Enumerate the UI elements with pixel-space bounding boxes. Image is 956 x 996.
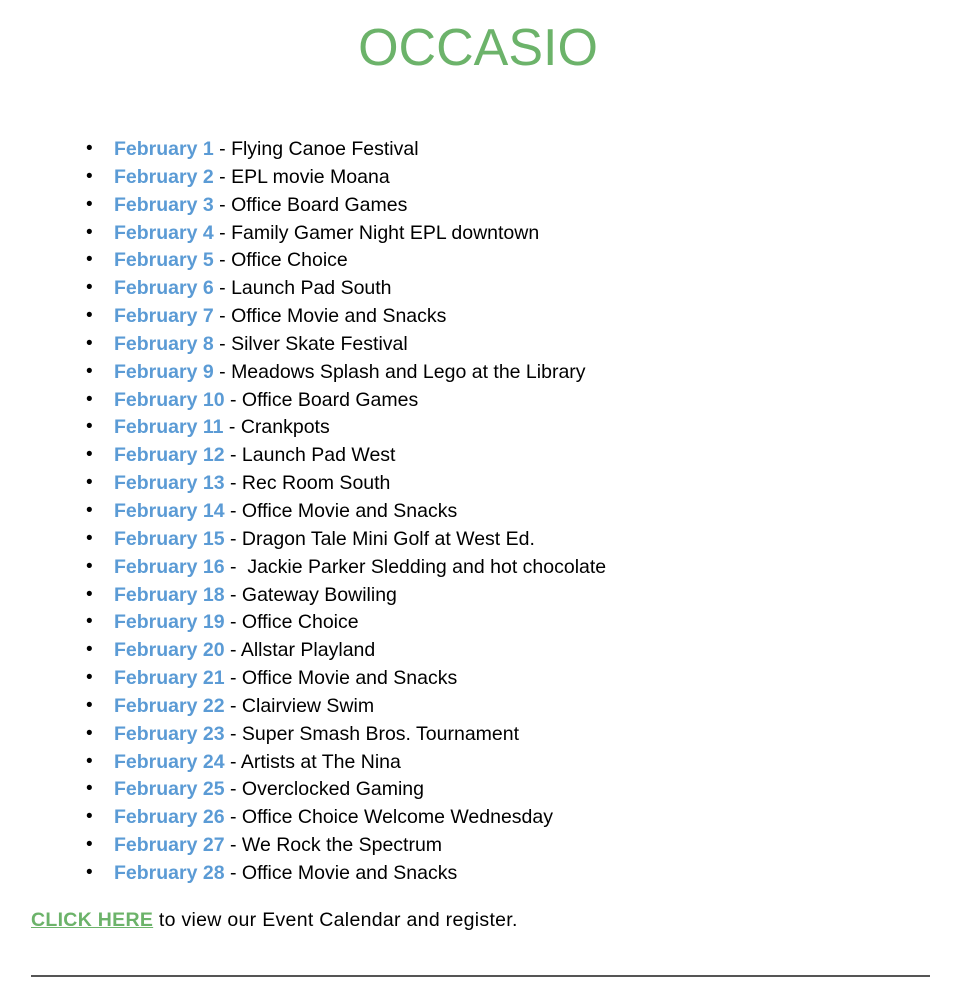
event-date: February 18 — [114, 583, 225, 606]
event-separator: - — [213, 138, 232, 160]
bullet: • — [86, 277, 93, 299]
event-separator: - — [213, 221, 232, 244]
event-title: Jackie Parker Sledding and hot chocolate — [241, 555, 607, 578]
bullet: • — [86, 305, 93, 327]
event-separator: - — [224, 806, 242, 829]
event-separator: - — [224, 472, 242, 495]
event-title: Office Choice Welcome Wednesday — [241, 806, 553, 829]
event-date: February 22 — [114, 694, 225, 717]
bullet: • — [86, 416, 93, 438]
bullet: • — [86, 750, 93, 772]
click-here-link[interactable]: CLICK HERE — [31, 909, 154, 931]
event-separator: - — [224, 499, 242, 522]
list-item — [0, 191, 606, 219]
list-item — [0, 302, 606, 330]
list-item — [0, 497, 606, 525]
event-title: Overclocked Gaming — [241, 778, 424, 801]
event-separator: - — [224, 611, 242, 634]
event-separator: - — [224, 639, 241, 662]
list-item — [0, 358, 606, 386]
event-title: Launch Pad West — [241, 444, 396, 467]
list-item — [0, 469, 606, 497]
event-date: February 4 — [114, 221, 214, 244]
event-separator: - — [224, 750, 241, 773]
event-date: February 24 — [114, 750, 225, 773]
bullet: • — [86, 611, 93, 633]
bullet: • — [86, 527, 93, 549]
bullet: • — [86, 667, 93, 689]
event-separator: - — [213, 193, 232, 216]
event-date: February 8 — [114, 332, 214, 355]
bullet: • — [86, 360, 93, 382]
event-separator: - — [224, 722, 242, 745]
event-date: February 21 — [114, 667, 225, 690]
event-title: EPL movie Moana — [231, 165, 390, 188]
event-title: We Rock the Spectrum — [241, 834, 443, 857]
divider — [31, 975, 930, 977]
event-separator: - — [224, 861, 242, 884]
event-title: Office Board Games — [231, 193, 408, 216]
event-separator: - — [224, 555, 242, 578]
list-item — [0, 608, 606, 636]
bullet: • — [86, 778, 93, 800]
event-date: February 28 — [114, 861, 225, 884]
event-separator: - — [224, 694, 242, 717]
page-title: OCCASIO — [358, 19, 598, 77]
bullet: • — [86, 806, 93, 828]
event-separator: - — [213, 277, 232, 300]
event-separator: - — [224, 834, 242, 857]
event-date: February 1 — [114, 138, 214, 160]
event-date: February 13 — [114, 472, 225, 495]
event-separator: - — [213, 305, 232, 328]
list-item — [0, 720, 606, 748]
list-item — [0, 831, 606, 859]
event-date: February 23 — [114, 722, 225, 745]
bullet: • — [86, 694, 93, 716]
event-date: February 27 — [114, 834, 225, 857]
list-item — [0, 803, 606, 831]
event-title: Office Movie and Snacks — [241, 667, 458, 690]
list-item — [0, 636, 606, 664]
list-item — [0, 163, 606, 191]
list-item — [0, 246, 606, 274]
list-item — [0, 859, 606, 887]
event-separator: - — [213, 360, 232, 383]
list-item — [0, 553, 606, 581]
event-title: Silver Skate Festival — [231, 332, 408, 355]
event-separator: - — [224, 388, 242, 411]
event-separator: - — [224, 444, 242, 467]
list-item — [0, 692, 606, 720]
event-title: Crankpots — [240, 416, 330, 439]
bullet: • — [86, 583, 93, 605]
event-date: February 19 — [114, 611, 225, 634]
list-item — [0, 413, 606, 441]
list-item — [0, 330, 606, 358]
event-title: Office Movie and Snacks — [241, 861, 458, 884]
list-item — [0, 664, 606, 692]
event-title: Office Movie and Snacks — [241, 499, 458, 522]
event-title: Artists at The Nina — [240, 750, 401, 773]
event-title: Office Board Games — [241, 388, 419, 411]
event-date: February 10 — [114, 388, 225, 411]
event-date: February 9 — [114, 360, 214, 383]
event-title: Office Choice — [241, 611, 359, 634]
event-date: February 5 — [114, 249, 214, 272]
cta-text: to view our Event Calendar and register. — [153, 909, 518, 931]
event-date: February 2 — [114, 165, 214, 188]
event-date: February 26 — [114, 806, 225, 829]
event-separator: - — [223, 416, 241, 439]
event-separator: - — [224, 527, 242, 550]
event-title: Allstar Playland — [240, 639, 376, 662]
event-date: February 11 — [114, 416, 224, 439]
event-date: February 16 — [114, 555, 225, 578]
list-item — [0, 274, 606, 302]
event-separator: - — [213, 332, 232, 355]
event-calendar-cta — [31, 906, 518, 934]
event-date: February 3 — [114, 193, 214, 216]
bullet: • — [86, 193, 93, 215]
list-item — [0, 581, 606, 609]
event-list — [0, 135, 606, 887]
bullet: • — [86, 249, 93, 271]
event-separator: - — [224, 583, 242, 606]
list-item — [0, 441, 606, 469]
list-item — [0, 386, 606, 414]
event-title: Rec Room South — [241, 472, 391, 495]
event-title: Flying Canoe Festival — [231, 138, 419, 160]
event-title: Office Choice — [231, 249, 348, 272]
bullet: • — [86, 138, 93, 159]
bullet: • — [86, 388, 93, 410]
event-title: Gateway Bowiling — [241, 583, 397, 606]
list-item — [0, 219, 606, 247]
bullet: • — [86, 221, 93, 243]
event-title: Meadows Splash and Lego at the Library — [231, 360, 586, 383]
list-item — [0, 748, 606, 776]
event-date: February 15 — [114, 527, 225, 550]
event-date: February 14 — [114, 499, 225, 522]
bullet: • — [86, 555, 93, 577]
event-title: Office Movie and Snacks — [231, 305, 447, 328]
event-date: February 12 — [114, 444, 225, 467]
event-date: February 6 — [114, 277, 214, 300]
bullet: • — [86, 722, 93, 744]
bullet: • — [86, 861, 93, 883]
event-title: Launch Pad South — [231, 277, 392, 300]
list-item — [0, 525, 606, 553]
bullet: • — [86, 165, 93, 187]
bullet: • — [86, 639, 93, 661]
event-date: February 25 — [114, 778, 225, 801]
bullet: • — [86, 332, 93, 354]
event-title: Clairview Swim — [241, 694, 375, 717]
bullet: • — [86, 834, 93, 856]
event-separator: - — [213, 165, 232, 188]
bullet: • — [86, 472, 93, 494]
event-separator: - — [224, 667, 242, 690]
event-separator: - — [224, 778, 242, 801]
event-separator: - — [213, 249, 232, 272]
event-date: February 20 — [114, 639, 225, 662]
list-item — [0, 135, 606, 163]
bullet: • — [86, 444, 93, 466]
bullet: • — [86, 499, 93, 521]
event-title: Family Gamer Night EPL downtown — [231, 221, 540, 244]
list-item — [0, 775, 606, 803]
event-title: Dragon Tale Mini Golf at West Ed. — [241, 527, 535, 550]
event-title: Super Smash Bros. Tournament — [241, 722, 520, 745]
event-date: February 7 — [114, 305, 214, 328]
